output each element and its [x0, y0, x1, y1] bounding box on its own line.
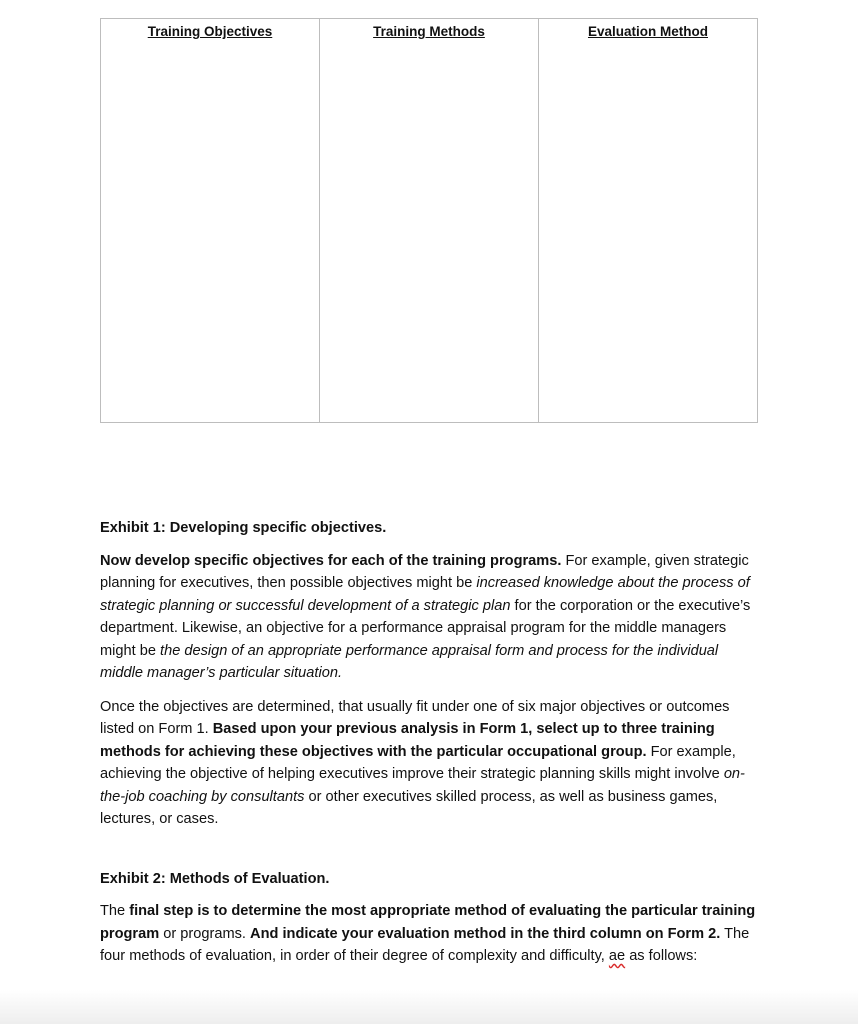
training-objectives-column	[101, 19, 320, 423]
bold-text: Based upon your previous analysis in Form 1, select up to three training methods for achieving these objectives with the particular occupational group.	[100, 721, 715, 760]
body-text: as follows:	[625, 948, 698, 964]
training-methods-column	[320, 19, 539, 423]
form-2-table	[100, 18, 758, 423]
exhibit-1-paragraph-2	[100, 696, 760, 831]
exhibit-2-paragraph-1	[100, 900, 760, 968]
exhibit-2-heading: Exhibit 2: Methods of Evaluation.	[100, 870, 330, 887]
evaluation-method-column	[539, 19, 758, 423]
exhibit-1-paragraph-1	[100, 550, 760, 685]
bold-text: Now develop specific objectives for each of the training programs.	[100, 552, 562, 569]
bold-text: final step is to determine the most appropriate method of evaluating the particular training program	[100, 903, 756, 942]
document-body	[100, 517, 760, 968]
training-methods-header: Training Methods	[373, 24, 485, 39]
body-text: The	[100, 903, 130, 919]
evaluation-method-header: Evaluation Method	[587, 24, 708, 39]
spelling-error-word[interactable]: ae	[608, 948, 626, 964]
body-text: For example, given strategic planning for executives, then possible objectives might be	[100, 552, 749, 591]
bold-text: And indicate your evaluation method in the third column on Form 2.	[250, 925, 721, 942]
exhibit-1-heading: Exhibit 1: Developing specific objectives.	[100, 520, 387, 536]
body-text: Once the objectives are determined, that usually fit under one of six major objectives or outcomes listed on Form 1.	[100, 698, 730, 737]
body-text: For example, achieving the objective of helping executives improve their strategic planning skills might involve	[100, 743, 736, 782]
body-text: or other executives skilled process, as well as business games, lectures, or cases.	[100, 788, 718, 827]
body-text: or programs.	[159, 925, 251, 942]
italic-text: the design of an appropriate performance appraisal form and process for the individual middle manager’s particular situation.	[100, 642, 719, 681]
italic-text: on-the-job coaching by consultants	[100, 766, 745, 805]
body-text: The four methods of evaluation, in order of their degree of complexity and difficulty,	[100, 925, 750, 964]
italic-text: increased knowledge about the process of strategic planning or successful development of a strategic plan	[100, 575, 750, 614]
training-objectives-header: Training Objectives	[147, 24, 273, 39]
window-bottom-edge	[0, 990, 858, 1024]
body-text: for the corporation or the executive’s department. Likewise, an objective for a performance appraisal program for the middle managers might be	[100, 597, 751, 659]
